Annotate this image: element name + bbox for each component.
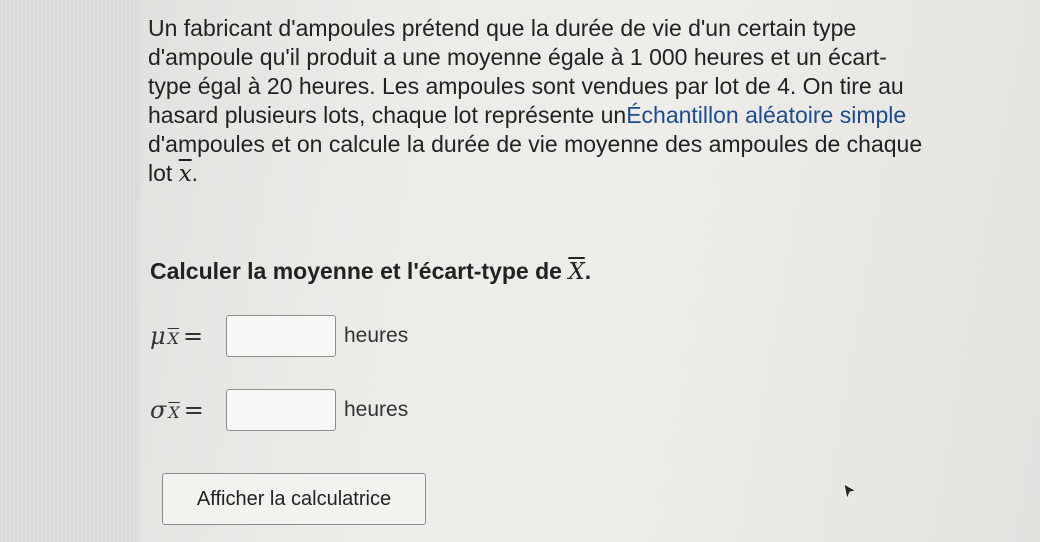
mean-answer-row	[150, 314, 408, 358]
x-bar-variable: $\overline{x}$	[178, 161, 192, 187]
problem-text: hasard plusieurs lots, chaque lot représente un	[148, 102, 627, 128]
std-answer-row	[150, 388, 408, 432]
problem-line	[148, 159, 978, 189]
problem-line: d'ampoule qu'il produit a une moyenne égale à 1 000 heures et un écart-	[148, 44, 887, 70]
question-text	[150, 258, 591, 285]
equals-sign: =	[183, 322, 204, 350]
problem-statement	[148, 14, 978, 189]
question-punct: .	[584, 258, 592, 284]
sigma-subscript: $\overline{X}$	[168, 403, 180, 422]
show-calculator-button[interactable]: Afficher la calculatrice	[162, 473, 426, 525]
mean-unit: heures	[344, 324, 409, 347]
problem-line	[148, 101, 978, 130]
background-strip	[0, 0, 140, 542]
X-bar-variable: $\overline{X}$	[568, 259, 585, 285]
mu-letter: μ	[150, 322, 166, 350]
std-unit: heures	[344, 398, 409, 421]
std-input[interactable]	[226, 389, 336, 431]
equals-sign: =	[183, 396, 204, 424]
sigma-symbol	[150, 396, 224, 424]
problem-line: Un fabricant d'ampoules prétend que la durée de vie d'un certain type	[148, 15, 857, 41]
sigma-letter: σ	[150, 396, 167, 424]
problem-line: type égal à 20 heures. Les ampoules sont vendues par lot de 4. On tire au	[148, 73, 904, 99]
problem-text: .	[191, 160, 199, 186]
mean-input[interactable]	[226, 315, 336, 357]
mu-subscript: $\overline{X}$	[167, 329, 179, 348]
problem-line: d'ampoules et on calcule la durée de vie moyenne des ampoules de chaque	[148, 131, 923, 157]
mouse-cursor-icon	[842, 482, 858, 502]
mu-symbol	[150, 322, 224, 350]
question-label: Calculer la moyenne et l'écart-type de	[150, 258, 562, 284]
glossary-link[interactable]: Échantillon aléatoire simple	[626, 102, 907, 128]
problem-text: lot	[148, 160, 173, 186]
